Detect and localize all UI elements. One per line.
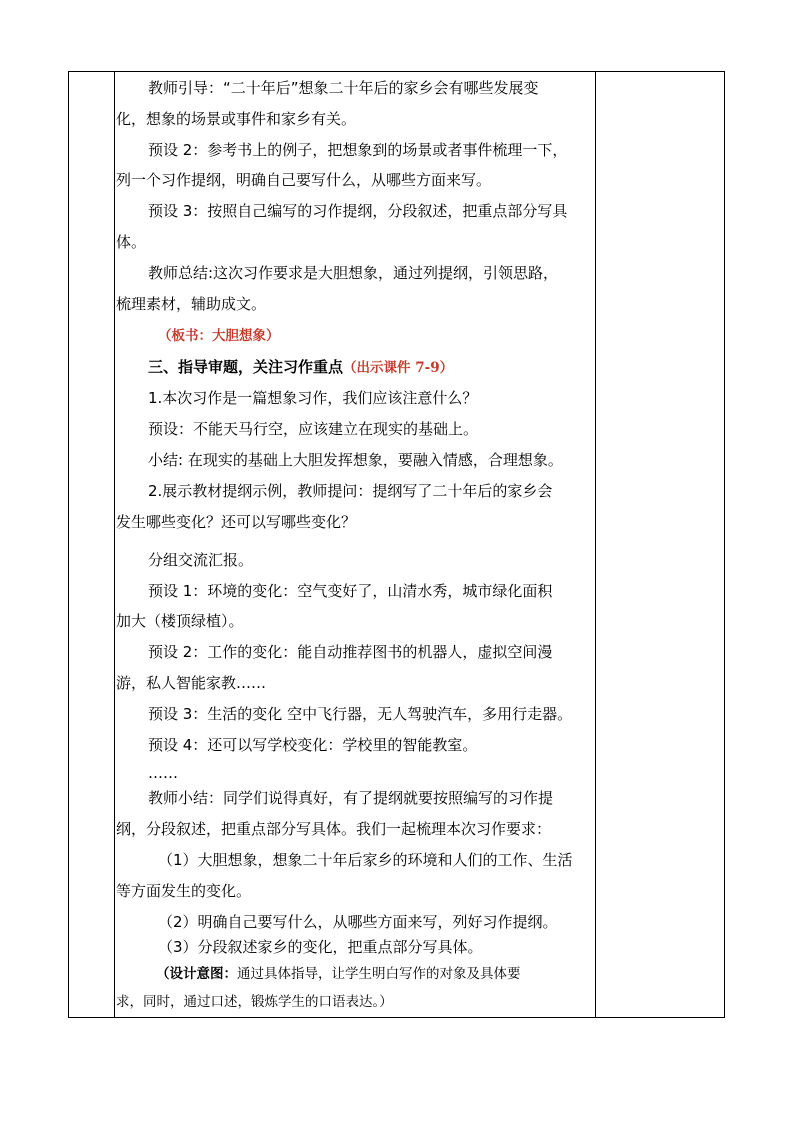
text-line: 分组交流汇报。 xyxy=(148,551,254,569)
section-heading xyxy=(148,357,453,378)
text-line: 教师引导：“二十年后”想象二十年后的家乡会有哪些发展变 xyxy=(148,79,539,97)
text-line: 梳理素材，辅助成文。 xyxy=(116,295,267,313)
design-intent-label: （设计意图： xyxy=(156,966,237,982)
design-intent-text: 通过具体指导，让学生明白写作的对象及具体要 xyxy=(237,966,521,982)
text-line: 预设 3：生活的变化 空中飞行器，无人驾驶汽车，多用行走器。 xyxy=(148,705,573,723)
requirement-item: （1）大胆想象，想象二十年后家乡的环境和人们的工作、生活 xyxy=(158,851,573,869)
text-line: 预设 2：参考书上的例子，把想象到的场景或者事件梳理一下， xyxy=(148,141,568,159)
text-line: 预设 2：工作的变化：能自动推荐图书的机器人，虚拟空间漫 xyxy=(148,643,553,661)
text-line: 预设 3：按照自己编写的习作提纲，分段叙述，把重点部分写具 xyxy=(148,202,568,220)
text-line: 教师总结:这次习作要求是大胆想象，通过列提纲，引领思路， xyxy=(148,264,559,282)
text-line: 化，想象的场景或事件和家乡有关。 xyxy=(116,110,357,128)
column-divider-right xyxy=(595,72,596,1017)
courseware-note: （出示课件 7-9） xyxy=(343,360,454,376)
column-divider-left xyxy=(114,72,115,1017)
text-line: 预设 1：环境的变化：空气变好了，山清水秀，城市绿化面积 xyxy=(148,582,553,600)
text-line: 发生哪些变化？还可以写哪些变化？ xyxy=(116,513,357,531)
text-line: 2.展示教材提纲示例，教师提问：提纲写了二十年后的家乡会 xyxy=(148,482,553,500)
text-line: 小结: 在现实的基础上大胆发挥想象，要融入情感，合理想象。 xyxy=(148,451,563,469)
text-line: 体。 xyxy=(116,233,147,251)
text-line: 游，私人智能家教…… xyxy=(116,674,267,692)
text-line: 预设 4：还可以写学校变化：学校里的智能教室。 xyxy=(148,736,478,754)
text-line: 等方面发生的变化。 xyxy=(116,882,252,900)
text-line: 求，同时，通过口述，锻炼学生的口语表达。） xyxy=(116,994,393,1010)
text-line: 列一个习作提纲，明确自己要写什么，从哪些方面来写。 xyxy=(116,171,492,189)
design-intent xyxy=(156,964,521,984)
text-line: 预设：不能天马行空，应该建立在现实的基础上。 xyxy=(148,420,479,438)
text-line: 1.本次习作是一篇想象习作，我们应该注意什么？ xyxy=(148,389,478,407)
text-line: 教师小结：同学们说得真好，有了提纲就要按照编写的习作提 xyxy=(148,789,554,807)
requirement-item: （2）明确自己要写什么，从哪些方面来写，列好习作提纲。 xyxy=(158,913,558,931)
ellipsis-line: …… xyxy=(148,764,178,782)
requirement-item: （3）分段叙述家乡的变化，把重点部分写具体。 xyxy=(158,938,483,956)
text-line: 加大（楼顶绿植）。 xyxy=(116,612,244,630)
section-title: 三、指导审题，关注习作重点 xyxy=(148,358,344,376)
blackboard-note: （板书：大胆想象） xyxy=(158,328,280,344)
text-line: 纲，分段叙述，把重点部分写具体。我们一起梳理本次习作要求： xyxy=(116,820,552,838)
